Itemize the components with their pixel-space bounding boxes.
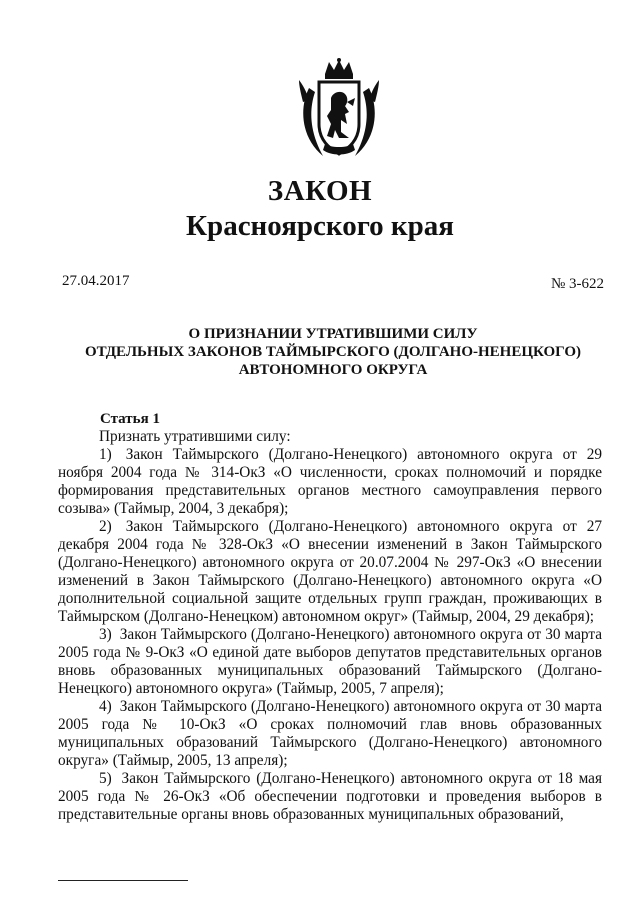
list-item: [58, 518, 602, 626]
item-number: 5): [99, 770, 112, 787]
document-number: № 3-622: [550, 276, 604, 292]
title-line: О ПРИЗНАНИИ УТРАТИВШИМИ СИЛУ: [188, 326, 478, 342]
item-number: 4): [99, 698, 112, 715]
item-number: 2): [99, 518, 112, 535]
document-date: 27.04.2017: [62, 273, 130, 289]
list-item: [58, 446, 602, 518]
document-type: ЗАКОН: [267, 175, 373, 207]
list-item: [58, 770, 602, 824]
document-issuer: Красноярского края: [186, 210, 454, 242]
title-line: АВТОНОМНОГО ОКРУГА: [238, 362, 428, 378]
item-text: Закон Таймырского (Долгано-Ненецкого) автономного округа от 29 ноября 2004 года № 314-ОкЗ «О численности, сроках полномочий и порядке формирования представительных органов местного самоуправления первого созыва» (Таймыр, 2004, 3 декабря);: [58, 446, 602, 517]
item-number: 3): [99, 626, 112, 643]
article-intro: Признать утратившими силу:: [99, 428, 291, 445]
list-item: [58, 626, 602, 698]
item-text: Закон Таймырского (Долгано-Ненецкого) автономного округа от 18 мая 2005 года № 26-ОкЗ «Об обеспечении подготовки и проведения выборов в представительные органы вновь образованных муниципальных образований,: [58, 770, 602, 823]
item-text: Закон Таймырского (Долгано-Ненецкого) автономного округа от 27 декабря 2004 года № 328-ОкЗ «О внесении изменений в Закон Таймырского (Долгано-Ненецкого) автономного округа от 20.07.2004 № 297-ОкЗ «О внесении изменений в Закон Таймырского (Долгано-Ненецкого) автономного округа «О дополнительной социальной защите отдельных групп граждан, проживающих в Таймырском (Долгано-Ненецком) автономном округ» (Таймыр, 2004, 29 декабря);: [58, 518, 602, 625]
item-number: 1): [99, 446, 112, 463]
footer-divider: [58, 880, 188, 881]
coat-of-arms-icon: [295, 58, 383, 166]
document-title: [40, 325, 626, 379]
article-body: [58, 428, 602, 824]
item-text: Закон Таймырского (Долгано-Ненецкого) автономного округа от 30 марта 2005 года № 9-ОкЗ «О единой дате выборов депутатов представительных органов вновь образованных муниципальных образований Таймырского (Долгано-Ненецкого) автономного округа» (Таймыр, 2005, 7 апреля);: [58, 626, 602, 697]
item-text: Закон Таймырского (Долгано-Ненецкого) автономного округа от 30 марта 2005 года № 10-ОкЗ «О сроках полномочий глав вновь образованных муниципальных образований Таймырского (Долгано-Ненецкого) автономного округа» (Таймыр, 2005, 13 апреля);: [58, 698, 602, 769]
title-line: ОТДЕЛЬНЫХ ЗАКОНОВ ТАЙМЫРСКОГО (ДОЛГАНО-НЕНЕЦКОГО): [84, 344, 582, 360]
article-heading: Статья 1: [100, 411, 160, 427]
list-item: [58, 698, 602, 770]
